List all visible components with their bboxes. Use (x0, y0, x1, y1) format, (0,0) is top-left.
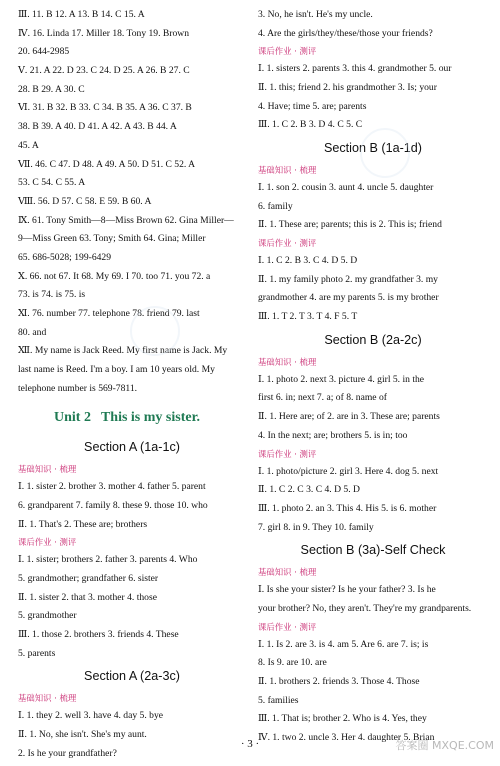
answer-line: 9—Miss Green 63. Tony; Smith 64. Gina; Miller (18, 233, 206, 245)
answer-line: Ⅲ. 1. photo 2. an 3. This 4. His 5. is 6. mother (258, 502, 437, 514)
subsection-label: 课后作业 · 测评 (258, 448, 317, 459)
answer-line: 6. family (258, 200, 293, 212)
answer-line: Ⅳ. 1. two 2. uncle 3. Her 4. daughter 5. Brian (258, 731, 435, 743)
answer-line: Ⅰ. Is she your sister? Is he your father? 3. Is he (258, 584, 436, 596)
answer-line: Ⅰ. 1. sister 2. brother 3. mother 4. father 5. parent (18, 481, 206, 493)
answer-line: Ⅲ. 1. those 2. brothers 3. friends 4. These (18, 629, 179, 641)
answer-line: Ⅵ. 31. B 32. B 33. C 34. B 35. A 36. C 37. B (18, 102, 192, 114)
answer-line: Ⅳ. 16. Linda 17. Miller 18. Tony 19. Brown (18, 27, 190, 39)
answer-line: 5. parents (18, 647, 56, 659)
page-number: · 3 · (240, 738, 260, 750)
answer-line: Ⅱ. 1. this; friend 2. his grandmother 3. Is; your (258, 82, 437, 94)
answer-line: 28. B 29. A 30. C (18, 83, 85, 95)
answer-line: Ⅻ. My name is Jack Reed. My first name is Jack. My (18, 345, 228, 357)
answer-line: Ⅱ. 1. my family photo 2. my grandfather 3. my (258, 273, 438, 285)
answer-line: Ⅰ. 1. photo/picture 2. girl 3. Here 4. dog 5. next (258, 465, 439, 477)
answer-line: 5. grandmother (18, 610, 77, 622)
answer-line: Ⅱ. 1. sister 2. that 3. mother 4. those (18, 591, 157, 603)
unit-number: Unit 2 (54, 410, 91, 426)
unit-heading (18, 409, 246, 427)
answer-line: last name is Reed. I'm a boy. I am 10 years old. My (18, 364, 215, 376)
answer-line: 3. No, he isn't. He's my uncle. (258, 9, 373, 20)
answer-line: 6. grandparent 7. family 8. these 9. those 10. who (18, 500, 208, 512)
answer-line: 2. Is he your grandfather? (18, 747, 117, 759)
answer-line: grandmother 4. are my parents 5. is my brother (258, 292, 439, 304)
subsection-label: 课后作业 · 测评 (258, 46, 317, 57)
answer-line: 8. Is 9. are 10. are (258, 657, 327, 669)
answer-line: Ⅱ. 1. No, she isn't. She's my aunt. (18, 729, 147, 741)
answer-line: 53. C 54. C 55. A (18, 177, 86, 189)
answer-line: 20. 644-2985 (18, 46, 70, 58)
answer-line: telephone number is 569-7811. (18, 382, 138, 394)
answer-line: Ⅰ. 1. sisters 2. parents 3. this 4. grandmother 5. our (258, 63, 452, 75)
answer-line: 73. is 74. is 75. is (18, 289, 86, 301)
right-column (258, 8, 488, 750)
answer-line: 45. A (18, 139, 39, 151)
answer-line: Ⅲ. 1. C 2. B 3. D 4. C 5. C (258, 119, 363, 131)
answer-line: Ⅱ. 1. C 2. C 3. C 4. D 5. D (258, 484, 360, 496)
unit-title: This is my sister. (100, 410, 201, 426)
answer-line: 7. girl 8. in 9. They 10. family (258, 521, 374, 533)
section-heading: Section B (3a)-Self Check (300, 543, 446, 558)
answer-line: Ⅰ. 1. C 2. B 3. C 4. D 5. D (258, 255, 358, 267)
answer-line: Ⅱ. 1. That's 2. These are; brothers (18, 518, 148, 530)
subsection-label: 基础知识 · 梳理 (258, 165, 317, 176)
section-heading: Section A (1a-1c) (84, 440, 180, 455)
answer-line: Ⅷ. 56. D 57. C 58. E 59. B 60. A (18, 195, 152, 207)
answer-line: 80. and (18, 326, 47, 338)
answer-line: 38. B 39. A 40. D 41. A 42. A 43. B 44. A (18, 121, 177, 133)
section-heading: Section B (2a-2c) (324, 332, 422, 347)
answer-line: Ⅲ. 11. B 12. A 13. B 14. C 15. A (18, 9, 145, 20)
subsection-label: 课后作业 · 测评 (18, 537, 77, 548)
left-column (18, 8, 246, 766)
answer-line: Ⅸ. 61. Tony Smith—8—Miss Brown 62. Gina Miller— (18, 214, 234, 226)
subsection-label: 课后作业 · 测评 (258, 621, 317, 632)
section-heading: Section B (1a-1d) (323, 141, 422, 156)
answer-line: 4. In the next; are; brothers 5. is in; too (258, 429, 408, 441)
subsection-label: 基础知识 · 梳理 (18, 693, 77, 704)
answer-line: Ⅰ. 1. Is 2. are 3. is 4. am 5. Are 6. are 7. is; is (258, 638, 429, 650)
subsection-label: 基础知识 · 梳理 (18, 464, 77, 475)
answer-line: Ⅱ. 1. Here are; of 2. are in 3. These are; parents (258, 411, 440, 423)
answer-line: Ⅰ. 1. they 2. well 3. have 4. day 5. bye (18, 710, 163, 722)
answer-line: Ⅹ. 66. not 67. It 68. My 69. I 70. too 71. you 72. a (18, 270, 211, 282)
watermark-seal-icon (130, 306, 180, 356)
answer-line: Ⅴ. 21. A 22. D 23. C 24. D 25. A 26. B 27. C (18, 65, 190, 77)
answer-line: Ⅰ. 1. sister; brothers 2. father 3. parents 4. Who (18, 554, 198, 566)
watermark-seal-icon (360, 128, 410, 178)
answer-line: Ⅲ. 1. That is; brother 2. Who is 4. Yes, they (258, 713, 427, 725)
subsection-label: 基础知识 · 梳理 (258, 356, 317, 367)
section-heading: Section A (2a-3c) (84, 669, 180, 684)
answer-line: Ⅱ. 1. These are; parents; this is 2. This is; friend (258, 219, 442, 231)
answer-line: 65. 686-5028; 199-6429 (18, 251, 112, 263)
answer-line: your brother? No, they aren't. They're my grandparents. (258, 602, 472, 614)
answer-line: Ⅱ. 1. brothers 2. friends 3. Those 4. Those (258, 675, 420, 687)
watermark-logo: 答案圈 MXQE.COM (395, 739, 494, 752)
subsection-label: 课后作业 · 测评 (258, 238, 317, 249)
answer-line: 4. Have; time 5. are; parents (258, 100, 367, 112)
answer-line: first 6. in; next 7. a; of 8. name of (258, 392, 387, 404)
answer-line: 4. Are the girls/they/these/those your friends? (258, 27, 433, 39)
answer-line: 5. grandmother; grandfather 6. sister (18, 573, 159, 585)
answer-line: Ⅲ. 1. T 2. T 3. T 4. F 5. T (258, 311, 358, 323)
answer-line: 5. families (258, 694, 299, 706)
answer-line: Ⅰ. 1. photo 2. next 3. picture 4. girl 5. in the (258, 373, 425, 385)
subsection-label: 基础知识 · 梳理 (258, 567, 317, 578)
answer-line: Ⅰ. 1. son 2. cousin 3. aunt 4. uncle 5. daughter (258, 182, 434, 194)
answer-line: Ⅶ. 46. C 47. D 48. A 49. A 50. D 51. C 52. A (18, 158, 196, 170)
answer-line: Ⅺ. 76. number 77. telephone 78. friend 79. last (18, 308, 200, 319)
